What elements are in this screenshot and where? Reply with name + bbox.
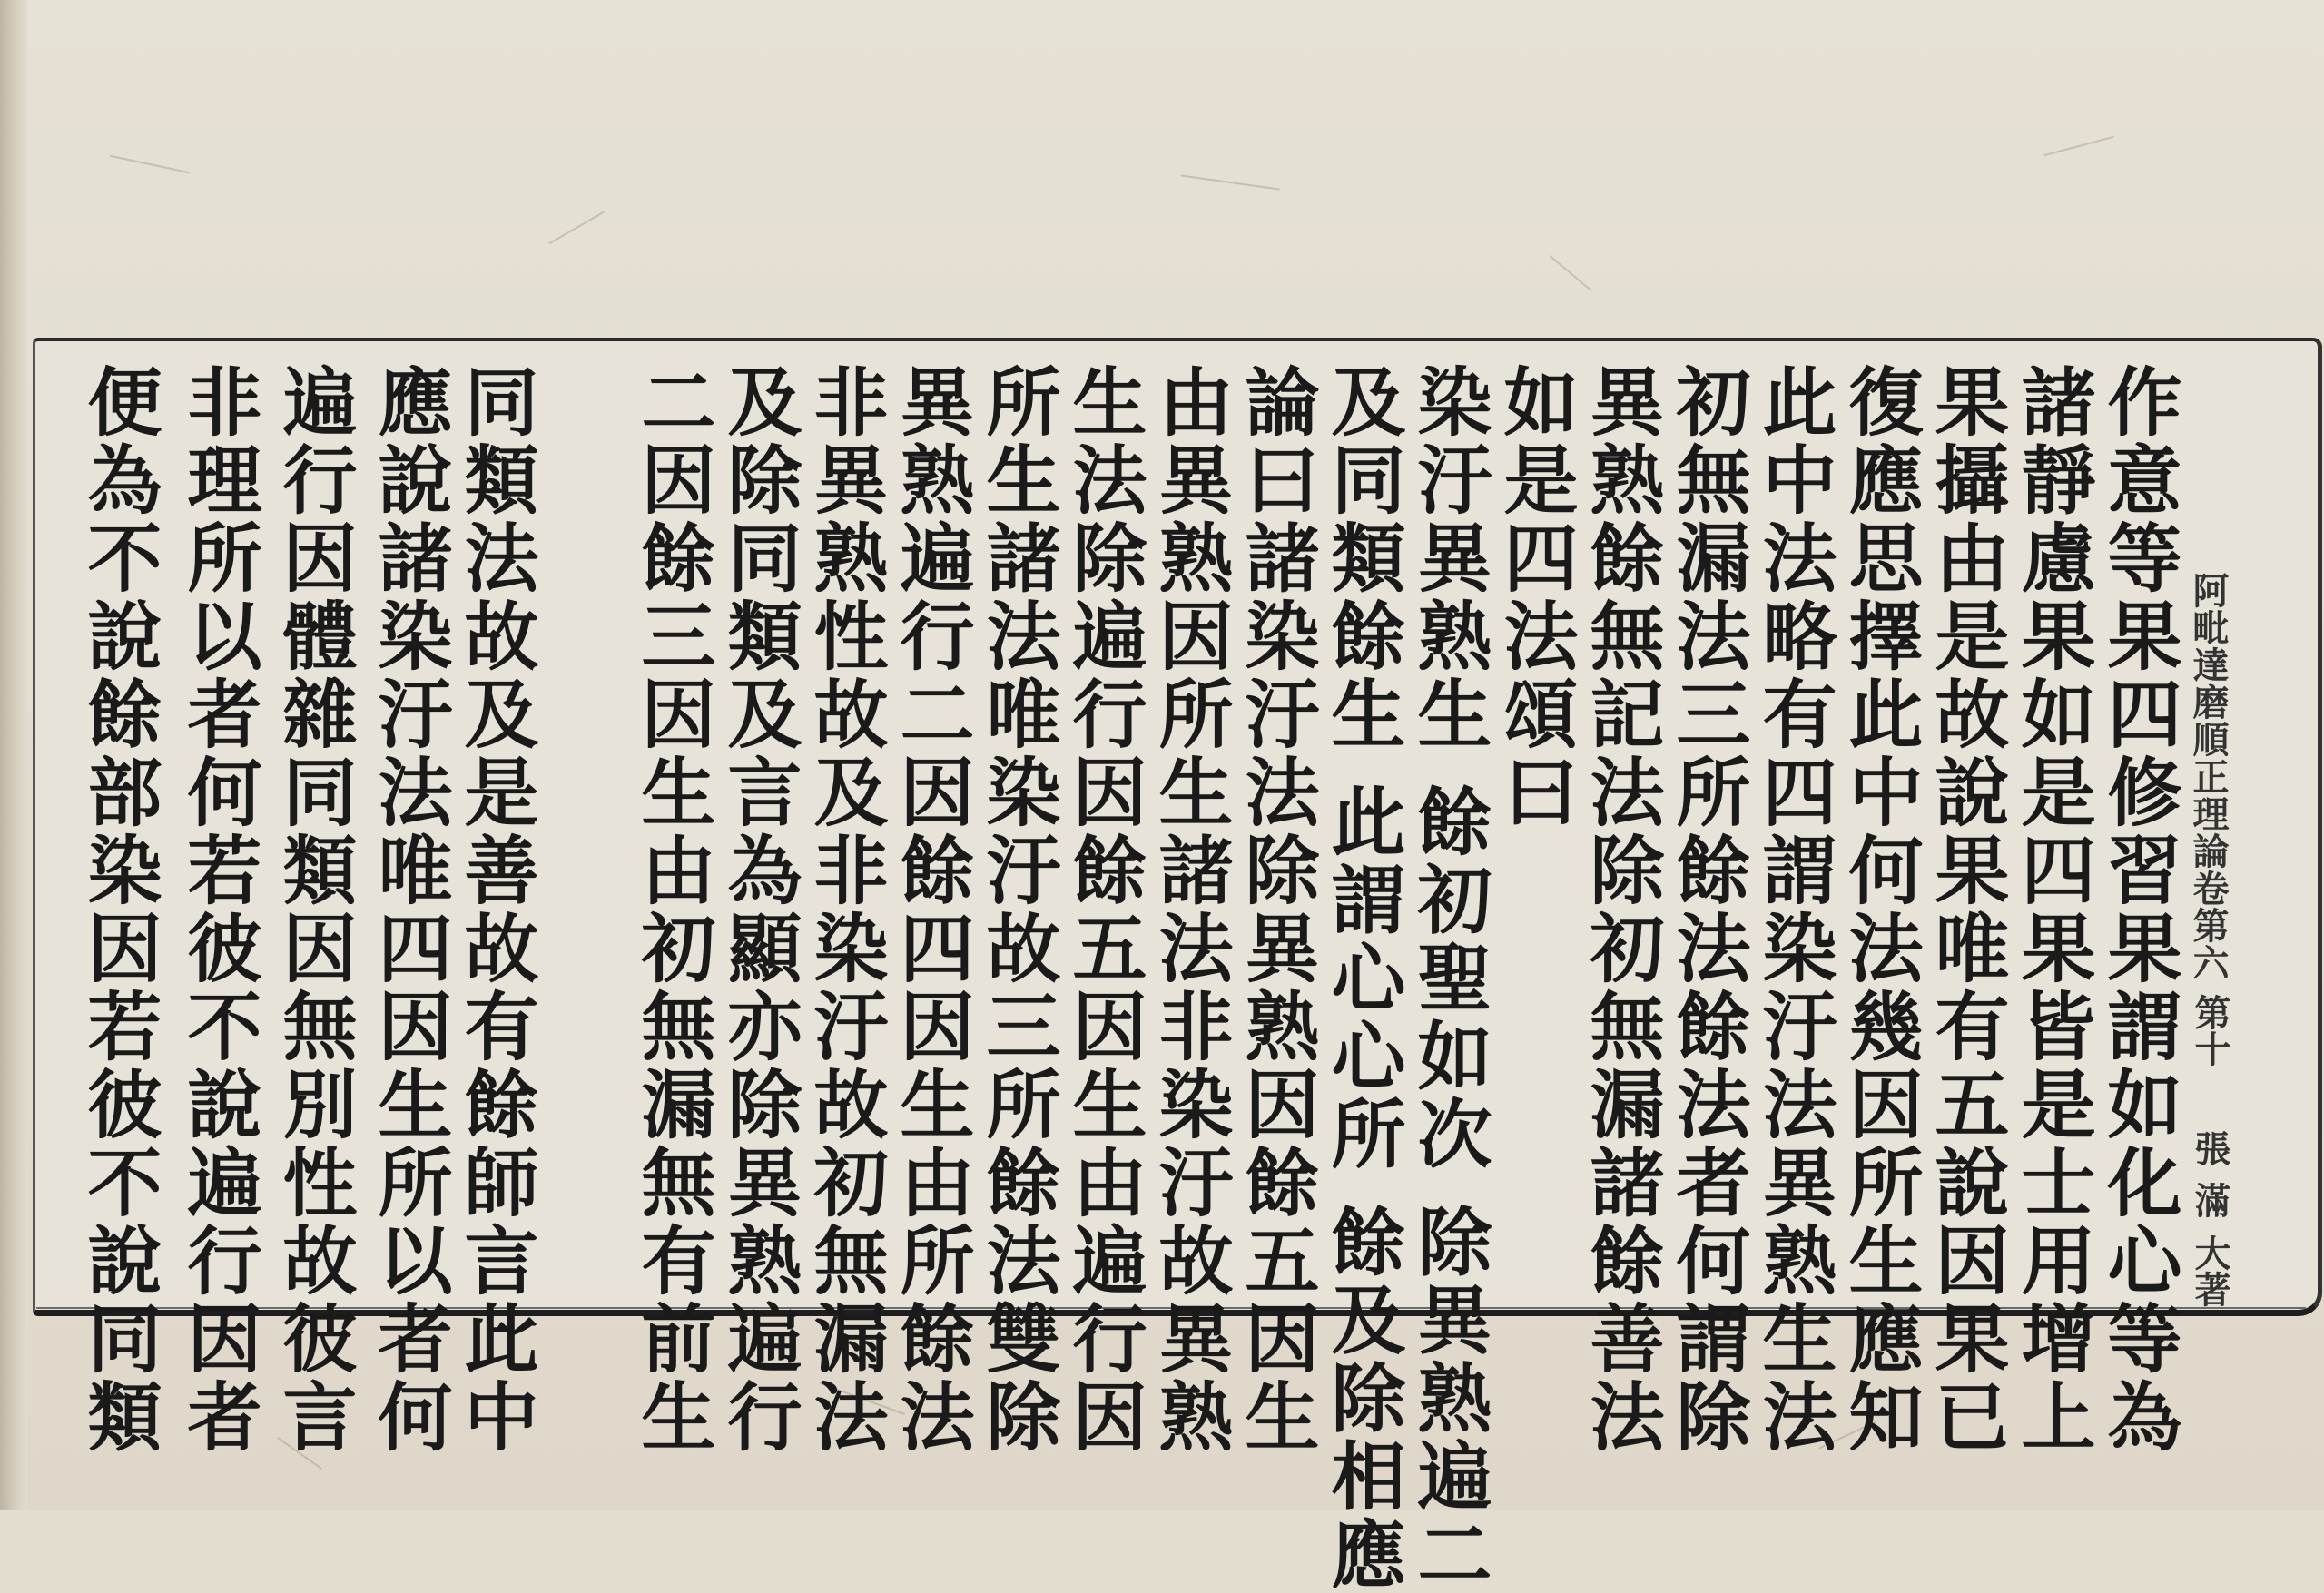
paper-fiber xyxy=(110,155,190,174)
text-column-3: 果攝由是故說果唯有五說因果已 xyxy=(1923,363,2010,1456)
text-column-21: 遍行因體雜同類因無別性故彼言 xyxy=(271,363,358,1456)
text-column-1: 作意等果四修習果謂如化心等為 xyxy=(2095,363,2182,1456)
text-column-7: 異熟餘無記法除初無漏諸餘善法 xyxy=(1578,363,1665,1456)
paper-fiber xyxy=(1549,255,1591,291)
text-column-6: 初無漏法三所餘法餘法者何謂除 xyxy=(1664,363,1751,1456)
text-column-12: 由異熟因所生諸法非染汙故異熟 xyxy=(1147,363,1234,1456)
text-column-11: 論曰諸染汙法除異熟因餘五因生 xyxy=(1233,363,1320,1456)
text-column-17: 及除同類及言為顯亦除異熟遍行 xyxy=(715,363,803,1456)
text-column-10: 及同類餘生 此謂心心所 餘及除相應 xyxy=(1319,363,1406,1593)
paper-fiber xyxy=(1180,174,1279,190)
margin-leaf-number: 第十 xyxy=(2189,994,2231,1067)
margin-zhang: 張 xyxy=(2189,1130,2231,1166)
text-column-5: 此中法略有四謂染汙法異熟生法 xyxy=(1750,363,1837,1456)
text-column-13: 生法除遍行因餘五因生由遍行因 xyxy=(1060,363,1147,1456)
text-column-23: 便為不說餘部染因若彼不說同類 xyxy=(75,363,162,1456)
margin-book-title: 阿毗達磨順正理論卷第六 xyxy=(2187,572,2230,981)
margin-man: 滿 xyxy=(2189,1182,2231,1218)
text-column-16: 非異熟性故及非染汙故初無漏法 xyxy=(802,363,889,1456)
paper-fiber xyxy=(2043,136,2114,157)
margin-carver: 大著 xyxy=(2189,1234,2231,1307)
text-column-20: 應說諸染汙法唯四因生所以者何 xyxy=(366,363,453,1456)
text-column-4: 復應思擇此中何法幾因所生應知 xyxy=(1837,363,1924,1456)
text-column-22: 非理所以者何若彼不說遍行因者 xyxy=(175,363,262,1456)
text-column-2: 諸靜慮果如是四果皆是士用增上 xyxy=(2009,363,2096,1456)
text-column-18: 二因餘三因生由初無漏無有前生 xyxy=(629,363,716,1456)
text-column-19: 同類法故及是善故有餘師言此中 xyxy=(452,363,539,1456)
text-column-14: 所生諸法唯染汙故三所餘法雙除 xyxy=(974,363,1061,1456)
paper-fiber xyxy=(548,211,605,245)
book-binding-edge xyxy=(0,0,27,1510)
text-column-15: 異熟遍行二因餘四因生由所餘法 xyxy=(888,363,975,1456)
text-column-8: 如是四法頌曰 xyxy=(1492,363,1579,831)
text-column-9: 染汙異熟生 餘初聖如次 除異熟遍二 xyxy=(1405,363,1492,1593)
